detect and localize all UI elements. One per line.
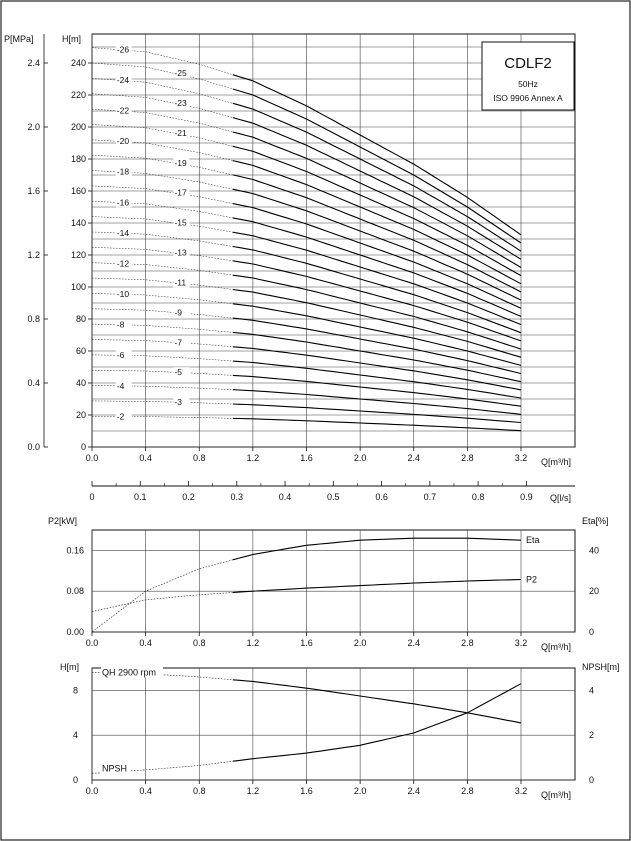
head-curve-label: -19 — [174, 157, 187, 168]
power-y2-label: Eta[%] — [582, 516, 609, 526]
head-curve-label: -14 — [116, 227, 130, 238]
head-curve-label: -20 — [116, 136, 130, 147]
title-standard: ISO 9906 Annex A — [493, 93, 563, 103]
npsh-x-tick-label: 0.0 — [85, 786, 99, 796]
head-y2-tick-label: 2.0 — [27, 122, 40, 132]
npsh-x-tick-label: 2.8 — [461, 786, 474, 796]
head-y2-tick-label: 0.0 — [27, 442, 40, 452]
head-x-tick-label: 0.4 — [139, 453, 152, 463]
head-curve-label: -17 — [174, 187, 187, 198]
power-x-tick-label: 2.8 — [461, 638, 474, 648]
head-x-tick-label: 2.4 — [407, 453, 421, 463]
head-curve-label: -6 — [116, 350, 125, 361]
power-x-tick-label: 1.2 — [246, 638, 260, 648]
npsh-y-label: H[m] — [60, 662, 79, 672]
head-curve-label: -8 — [116, 319, 125, 330]
ls-tick-label: 0.5 — [327, 492, 340, 502]
power-x-tick-label: 3.2 — [514, 638, 528, 648]
npsh-y2-tick-label: 4 — [589, 685, 595, 696]
title-frequency: 50Hz — [518, 79, 538, 89]
head-y-tick-label: 160 — [70, 186, 86, 196]
npsh-x-label: Q[m³/h] — [541, 790, 572, 800]
head-x-tick-label: 3.2 — [514, 453, 528, 463]
npsh-x-tick-label: 1.6 — [300, 786, 313, 796]
head-curve-label: -4 — [116, 380, 125, 391]
head-y2-label: P[MPa] — [4, 34, 34, 44]
head-y-tick-label: 200 — [70, 122, 86, 132]
title-model: CDLF2 — [504, 55, 552, 72]
power-y-label: P2[kW] — [48, 516, 78, 526]
power-y2-tick-label: 20 — [589, 586, 600, 597]
npsh-y-tick-label: 8 — [72, 685, 78, 696]
power-x-label: Q[m³/h] — [541, 642, 572, 652]
head-y-tick-label: 180 — [70, 154, 86, 164]
head-x-tick-label: 0.8 — [192, 453, 206, 463]
power-y-tick-label: 0.08 — [66, 586, 84, 597]
head-y-tick-label: 40 — [75, 378, 86, 388]
power-x-tick-label: 0.4 — [139, 638, 152, 648]
head-x-tick-label: 2.8 — [461, 453, 474, 463]
title-box — [482, 42, 574, 110]
head-curve-label: -24 — [116, 74, 130, 85]
head-y-tick-label: 120 — [70, 250, 86, 260]
head-y-tick-label: 240 — [70, 58, 86, 68]
head-y-tick-label: 0 — [80, 442, 86, 452]
head-y2-tick-label: 0.4 — [27, 378, 40, 388]
head-y2-tick-label: 2.4 — [27, 58, 40, 68]
ls-tick-label: 0.2 — [182, 492, 195, 502]
npsh-y2-tick-label: 2 — [589, 730, 595, 741]
power-x-tick-label: 1.6 — [300, 638, 313, 648]
head-curve-label: -21 — [174, 127, 187, 138]
npsh-curve-label: NPSH — [102, 763, 128, 774]
head-y-tick-label: 220 — [70, 90, 86, 100]
head-curve-label: -22 — [116, 105, 130, 116]
head-y-tick-label: 80 — [75, 314, 86, 324]
head-x-tick-label: 1.6 — [300, 453, 313, 463]
npsh-y-tick-label: 0 — [72, 775, 78, 785]
head-x-tick-label: 0.0 — [85, 453, 99, 463]
head-curve-label: -7 — [174, 337, 182, 348]
power-y-tick-label: 0.16 — [66, 545, 84, 556]
npsh-x-tick-label: 0.4 — [139, 786, 152, 796]
head-curve-label: -12 — [116, 258, 130, 269]
ls-tick-label: 0.8 — [471, 492, 485, 502]
npsh-x-tick-label: 1.2 — [246, 786, 260, 796]
head-curve-label: -15 — [174, 217, 187, 228]
head-x-label: Q[m³/h] — [541, 457, 572, 467]
head-y-tick-label: 60 — [75, 346, 86, 356]
ls-tick-label: 0 — [89, 492, 95, 502]
power-x-tick-label: 2.4 — [407, 638, 421, 648]
power-curve-label: Eta — [526, 535, 540, 546]
power-x-tick-label: 2.0 — [353, 638, 367, 648]
power-y-tick-label: 0.00 — [66, 627, 84, 637]
head-y-tick-label: 20 — [75, 410, 86, 420]
npsh-x-tick-label: 3.2 — [514, 786, 528, 796]
head-y-tick-label: 140 — [70, 218, 86, 228]
head-curve-label: -26 — [116, 44, 130, 55]
head-y-tick-label: 100 — [70, 282, 86, 292]
power-curve-label: P2 — [526, 574, 538, 585]
ls-tick-label: 0.7 — [423, 492, 437, 502]
npsh-y-tick-label: 4 — [72, 730, 78, 741]
head-y2-tick-label: 1.6 — [27, 186, 40, 196]
ls-tick-label: 0.1 — [134, 492, 147, 502]
head-curve-label: -2 — [116, 411, 125, 422]
ls-tick-label: 0.4 — [278, 492, 292, 502]
power-x-tick-label: 0.0 — [85, 638, 99, 648]
head-curve-label: -11 — [174, 277, 187, 288]
head-curve-label: -10 — [116, 289, 130, 300]
head-curve-label: -18 — [116, 166, 130, 177]
npsh-x-tick-label: 0.8 — [192, 786, 206, 796]
power-y2-tick-label: 40 — [589, 545, 600, 556]
head-curve-label: -23 — [174, 97, 187, 108]
ls-tick-label: 0.6 — [375, 492, 388, 502]
npsh-x-tick-label: 2.0 — [353, 786, 367, 796]
npsh-curve-label: QH 2900 rpm — [102, 667, 157, 678]
head-curve-label: -5 — [174, 367, 182, 378]
power-x-tick-label: 0.8 — [192, 638, 206, 648]
ls-axis-label: Q[l/s] — [550, 493, 572, 503]
head-curve-label: -16 — [116, 197, 130, 208]
ls-tick-label: 0.9 — [520, 492, 533, 502]
head-y2-tick-label: 0.8 — [27, 314, 40, 324]
head-x-tick-label: 2.0 — [353, 453, 367, 463]
npsh-y2-tick-label: 0 — [589, 775, 595, 785]
head-curve-label: -13 — [174, 247, 187, 258]
head-curve-label: -25 — [174, 68, 187, 78]
power-y2-tick-label: 0 — [589, 627, 595, 637]
head-curve-label: -3 — [174, 397, 182, 408]
npsh-x-tick-label: 2.4 — [407, 786, 421, 796]
head-x-tick-label: 1.2 — [246, 453, 260, 463]
ls-tick-label: 0.3 — [230, 492, 244, 502]
npsh-y2-label: NPSH[m] — [582, 662, 620, 672]
head-y2-tick-label: 1.2 — [27, 250, 40, 260]
head-y-label: H[m] — [62, 34, 81, 44]
head-curve-label: -9 — [174, 307, 182, 318]
